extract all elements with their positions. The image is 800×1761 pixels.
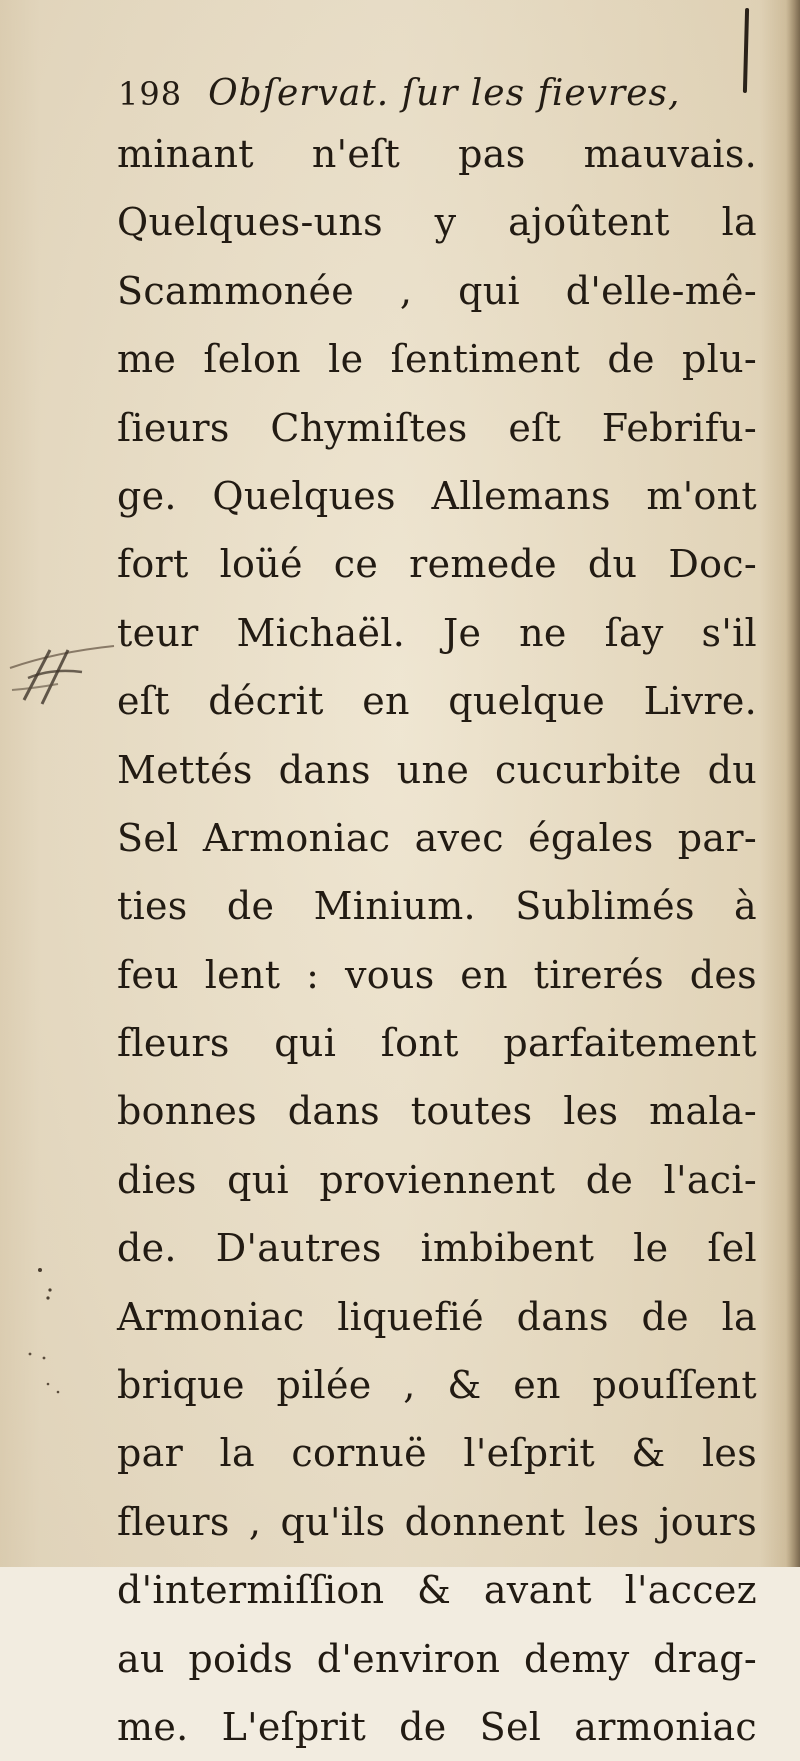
- text-line: de. D'autres imbibent le ſel: [117, 1226, 757, 1271]
- text-line: Mettés dans une cucurbite du: [117, 747, 757, 792]
- text-line: au poids d'environ demy drag-: [117, 1636, 757, 1681]
- text-line: fort loüé ce remede du Doc-: [117, 542, 757, 587]
- text-line: eſt décrit en quelque Livre.: [117, 679, 757, 724]
- text-line: Scammonée , qui d'elle-mê-: [117, 268, 757, 313]
- text-line: d'intermiſſion & avant l'accez: [117, 1568, 757, 1613]
- page-number: 198: [118, 75, 183, 113]
- text-line: brique pilée , & en pouſſent: [117, 1363, 757, 1408]
- text-line: minant n'eſt pas mauvais.: [117, 132, 757, 176]
- page-edge-shadow: [786, 0, 800, 1567]
- text-line: fleurs qui ſont parfaitement: [117, 1021, 757, 1066]
- text-line: bonnes dans toutes les mala-: [117, 1089, 757, 1134]
- page-header: [118, 70, 758, 118]
- text-line: Armoniac liquefié dans de la: [117, 1294, 757, 1339]
- text-line: me. L'eſprit de Sel armoniac: [117, 1704, 757, 1749]
- body-text: [117, 120, 757, 1761]
- text-line: fleurs , qu'ils donnent les jours: [117, 1499, 757, 1544]
- handwritten-margin-mark: [6, 638, 118, 718]
- text-line: ge. Quelques Allemans m'ont: [117, 473, 757, 518]
- text-line: ties de Minium. Sublimés à: [117, 884, 757, 929]
- text-line: dies qui proviennent de l'aci-: [117, 1157, 757, 1202]
- text-line: Sel Armoniac avec égales par-: [117, 815, 757, 860]
- running-head: Obſervat. ſur les fievres,: [208, 73, 681, 114]
- paper-specks: [18, 1262, 68, 1402]
- text-line: teur Michaël. Je ne ſay s'il: [117, 610, 757, 655]
- text-line: ſieurs Chymiſtes eſt Febrifu-: [117, 405, 757, 450]
- text-line: Quelques-uns y ajoûtent la: [117, 200, 757, 245]
- text-line: feu lent : vous en tirerés des: [117, 952, 757, 997]
- text-line: par la cornuë l'eſprit & les: [117, 1431, 757, 1476]
- text-line: me ſelon le ſentiment de plu-: [117, 337, 757, 382]
